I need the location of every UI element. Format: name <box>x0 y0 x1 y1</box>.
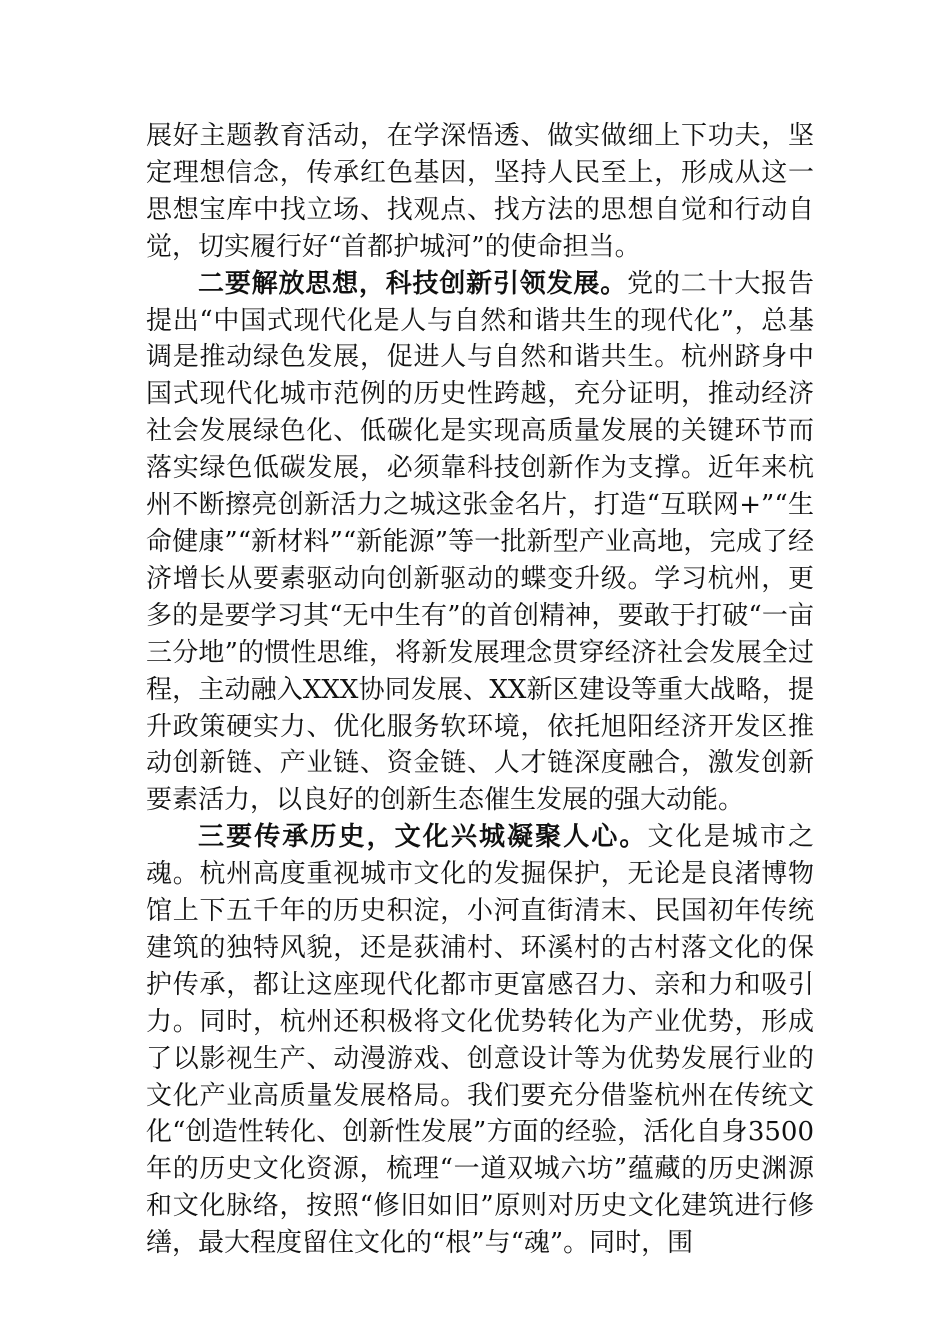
document-page <box>146 118 814 1262</box>
paragraph-2-text: 党的二十大报告提出“中国式现代化是人与自然和谐共生的现代化”，总基调是推动绿色发展，促进人与自然和谐共生。杭州跻身中国式现代化城市范例的历史性跨越，充分证明，推动经济社会发展绿色化、低碳化是实现高质量发展的关键环节而落实绿色低碳发展，必须靠科技创新作为支撑。近年来杭州不断擦亮创新活力之城这张金名片，打造“互联网+”“生命健康”“新材料”“新能源”等一批新型产业高地，完成了经济增长从要素驱动向创新驱动的蝶变升级。学习杭州，更多的是要学习其“无中生有”的首创精神，要敢于打破“一亩三分地”的惯性思维，将新发展理念贯穿经济社会发展全过程，主动融入XXX协同发展、XX新区建设等重大战略，提升政策硬实力、优化服务软环境，依托旭阳经济开发区推动创新链、产业链、资金链、人才链深度融合，激发创新要素活力，以良好的创新生态催生发展的强大动能。 <box>146 268 814 816</box>
paragraph-3-text: 文化是城市之魂。杭州高度重视城市文化的发掘保护，无论是良渚博物馆上下五千年的历史积淀，小河直街清末、民国初年传统建筑的独特风貌，还是荻浦村、环溪村的古村落文化的保护传承，都让这座现代化都市更富感召力、亲和力和吸引力。同时，杭州还积极将文化优势转化为产业优势，形成了以影视生产、动漫游戏、创意设计等为优势发展行业的文化产业高质量发展格局。我们要充分借鉴杭州在传统文化“创造性转化、创新性发展”方面的经验，活化自身3500年的历史文化资源，梳理“一道双城六坊”蕴藏的历史渊源和文化脉络，按照“修旧如旧”原则对历史文化建筑进行修缮，最大程度留住文化的“根”与“魂”。同时，围 <box>146 822 814 1259</box>
paragraph-3-heading: 三要传承历史，文化兴城凝聚人心。 <box>198 822 648 853</box>
paragraph-continuation <box>146 118 814 266</box>
paragraph-2-heading: 二要解放思想，科技创新引领发展。 <box>198 268 628 299</box>
paragraph-1-text: 展好主题教育活动，在学深悟透、做实做细上下功夫，坚定理想信念，传承红色基因，坚持人民至上，形成从这一思想宝库中找立场、找观点、找方法的思想自觉和行动自觉，切实履行好“首都护城河”的使命担当。 <box>146 121 814 262</box>
paragraph-second-point <box>146 266 814 820</box>
paragraph-third-point <box>146 819 814 1262</box>
